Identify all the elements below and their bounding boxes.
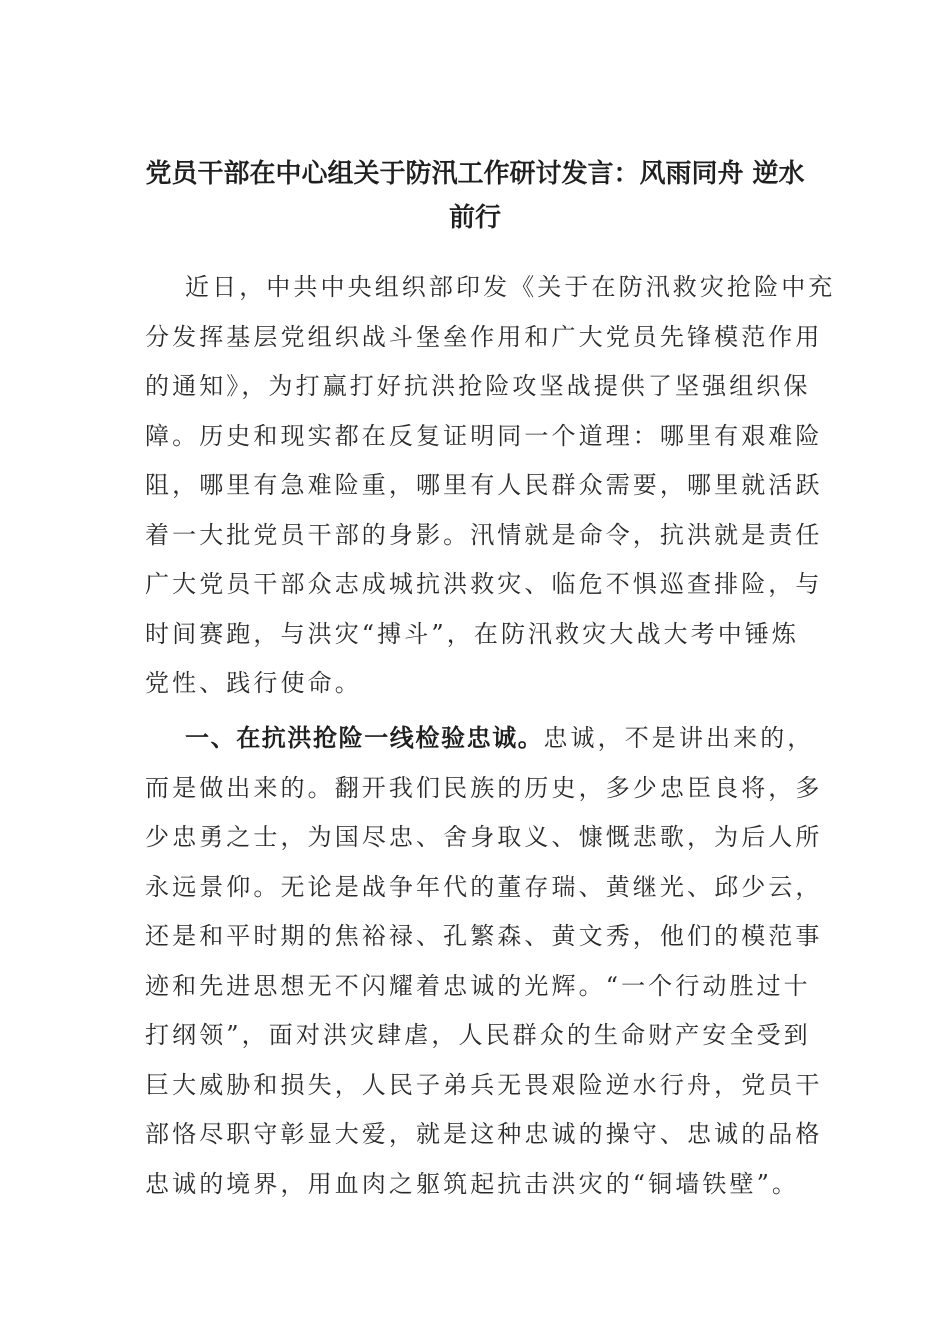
paragraph-line: 广大党员干部众志成城抗洪救灾、临危不惧巡查排险，与 — [145, 570, 823, 598]
paragraph-line: 时间赛跑，与洪灾“搏斗”，在防汛救灾大战大考中锤炼 — [145, 619, 800, 648]
paragraph-line: 而是做出来的。翻开我们民族的历史，多少忠臣良将，多 — [145, 773, 823, 802]
paragraph-line: 近日，中共中央组织部印发《关于在防汛救灾抢险中充 — [185, 273, 836, 301]
paragraph-line: 部恪尽职守彰显大爱，就是这种忠诚的操守、忠诚的品格 — [145, 1120, 823, 1148]
paragraph-line: 打纲领”，面对洪灾肆虐，人民群众的生命财产安全受到 — [145, 1021, 811, 1049]
paragraph-line: 还是和平时期的焦裕禄、孔繁森、黄文秀，他们的模范事 — [145, 922, 823, 950]
paragraph-line: 着一大批党员干部的身影。汛情就是命令，抗洪就是责任 — [145, 520, 823, 549]
section-heading: 一、在抗洪抢险一线检验忠诚。 — [185, 723, 544, 752]
paragraph-line: 阻，哪里有急难险重，哪里有人民群众需要，哪里就活跃 — [145, 471, 823, 499]
paragraph-line: 忠诚的境界，用血肉之躯筑起抗击洪灾的“铜墙铁壁”。 — [145, 1169, 800, 1198]
paragraph-first-line — [145, 713, 815, 764]
paragraph-line: 少忠勇之士，为国尽忠、舍身取义、慷慨悲歌，为后人所 — [145, 823, 823, 851]
paragraph-line: 障。历史和现实都在反复证明同一个道理：哪里有艰难险 — [145, 421, 823, 450]
title-line: 党员干部在中心组关于防汛工作研讨发言：风雨同舟 逆水 — [145, 159, 805, 189]
document-title — [145, 152, 805, 240]
paragraph-section-one — [145, 713, 823, 1209]
paragraph-line: 党性、践行使命。 — [145, 669, 362, 697]
paragraph-line: 迹和先进思想无不闪耀着忠诚的光辉。“一个行动胜过十 — [145, 971, 811, 1000]
paragraph-line: 巨大威胁和损失，人民子弟兵无畏艰险逆水行舟，党员干 — [145, 1070, 823, 1099]
paragraph-line: 分发挥基层党组织战斗堡垒作用和广大党员先锋模范作用 — [145, 322, 823, 351]
paragraph-intro — [145, 263, 836, 709]
title-line: 前行 — [448, 203, 501, 233]
paragraph-line: 永远景仰。无论是战争年代的董存瑞、黄继光、邱少云， — [145, 872, 823, 901]
paragraph-line-rest: 忠诚，不是讲出来的， — [543, 724, 815, 752]
paragraph-line: 的通知》，为打赢打好抗洪抢险攻坚战提供了坚强组织保 — [145, 372, 811, 400]
